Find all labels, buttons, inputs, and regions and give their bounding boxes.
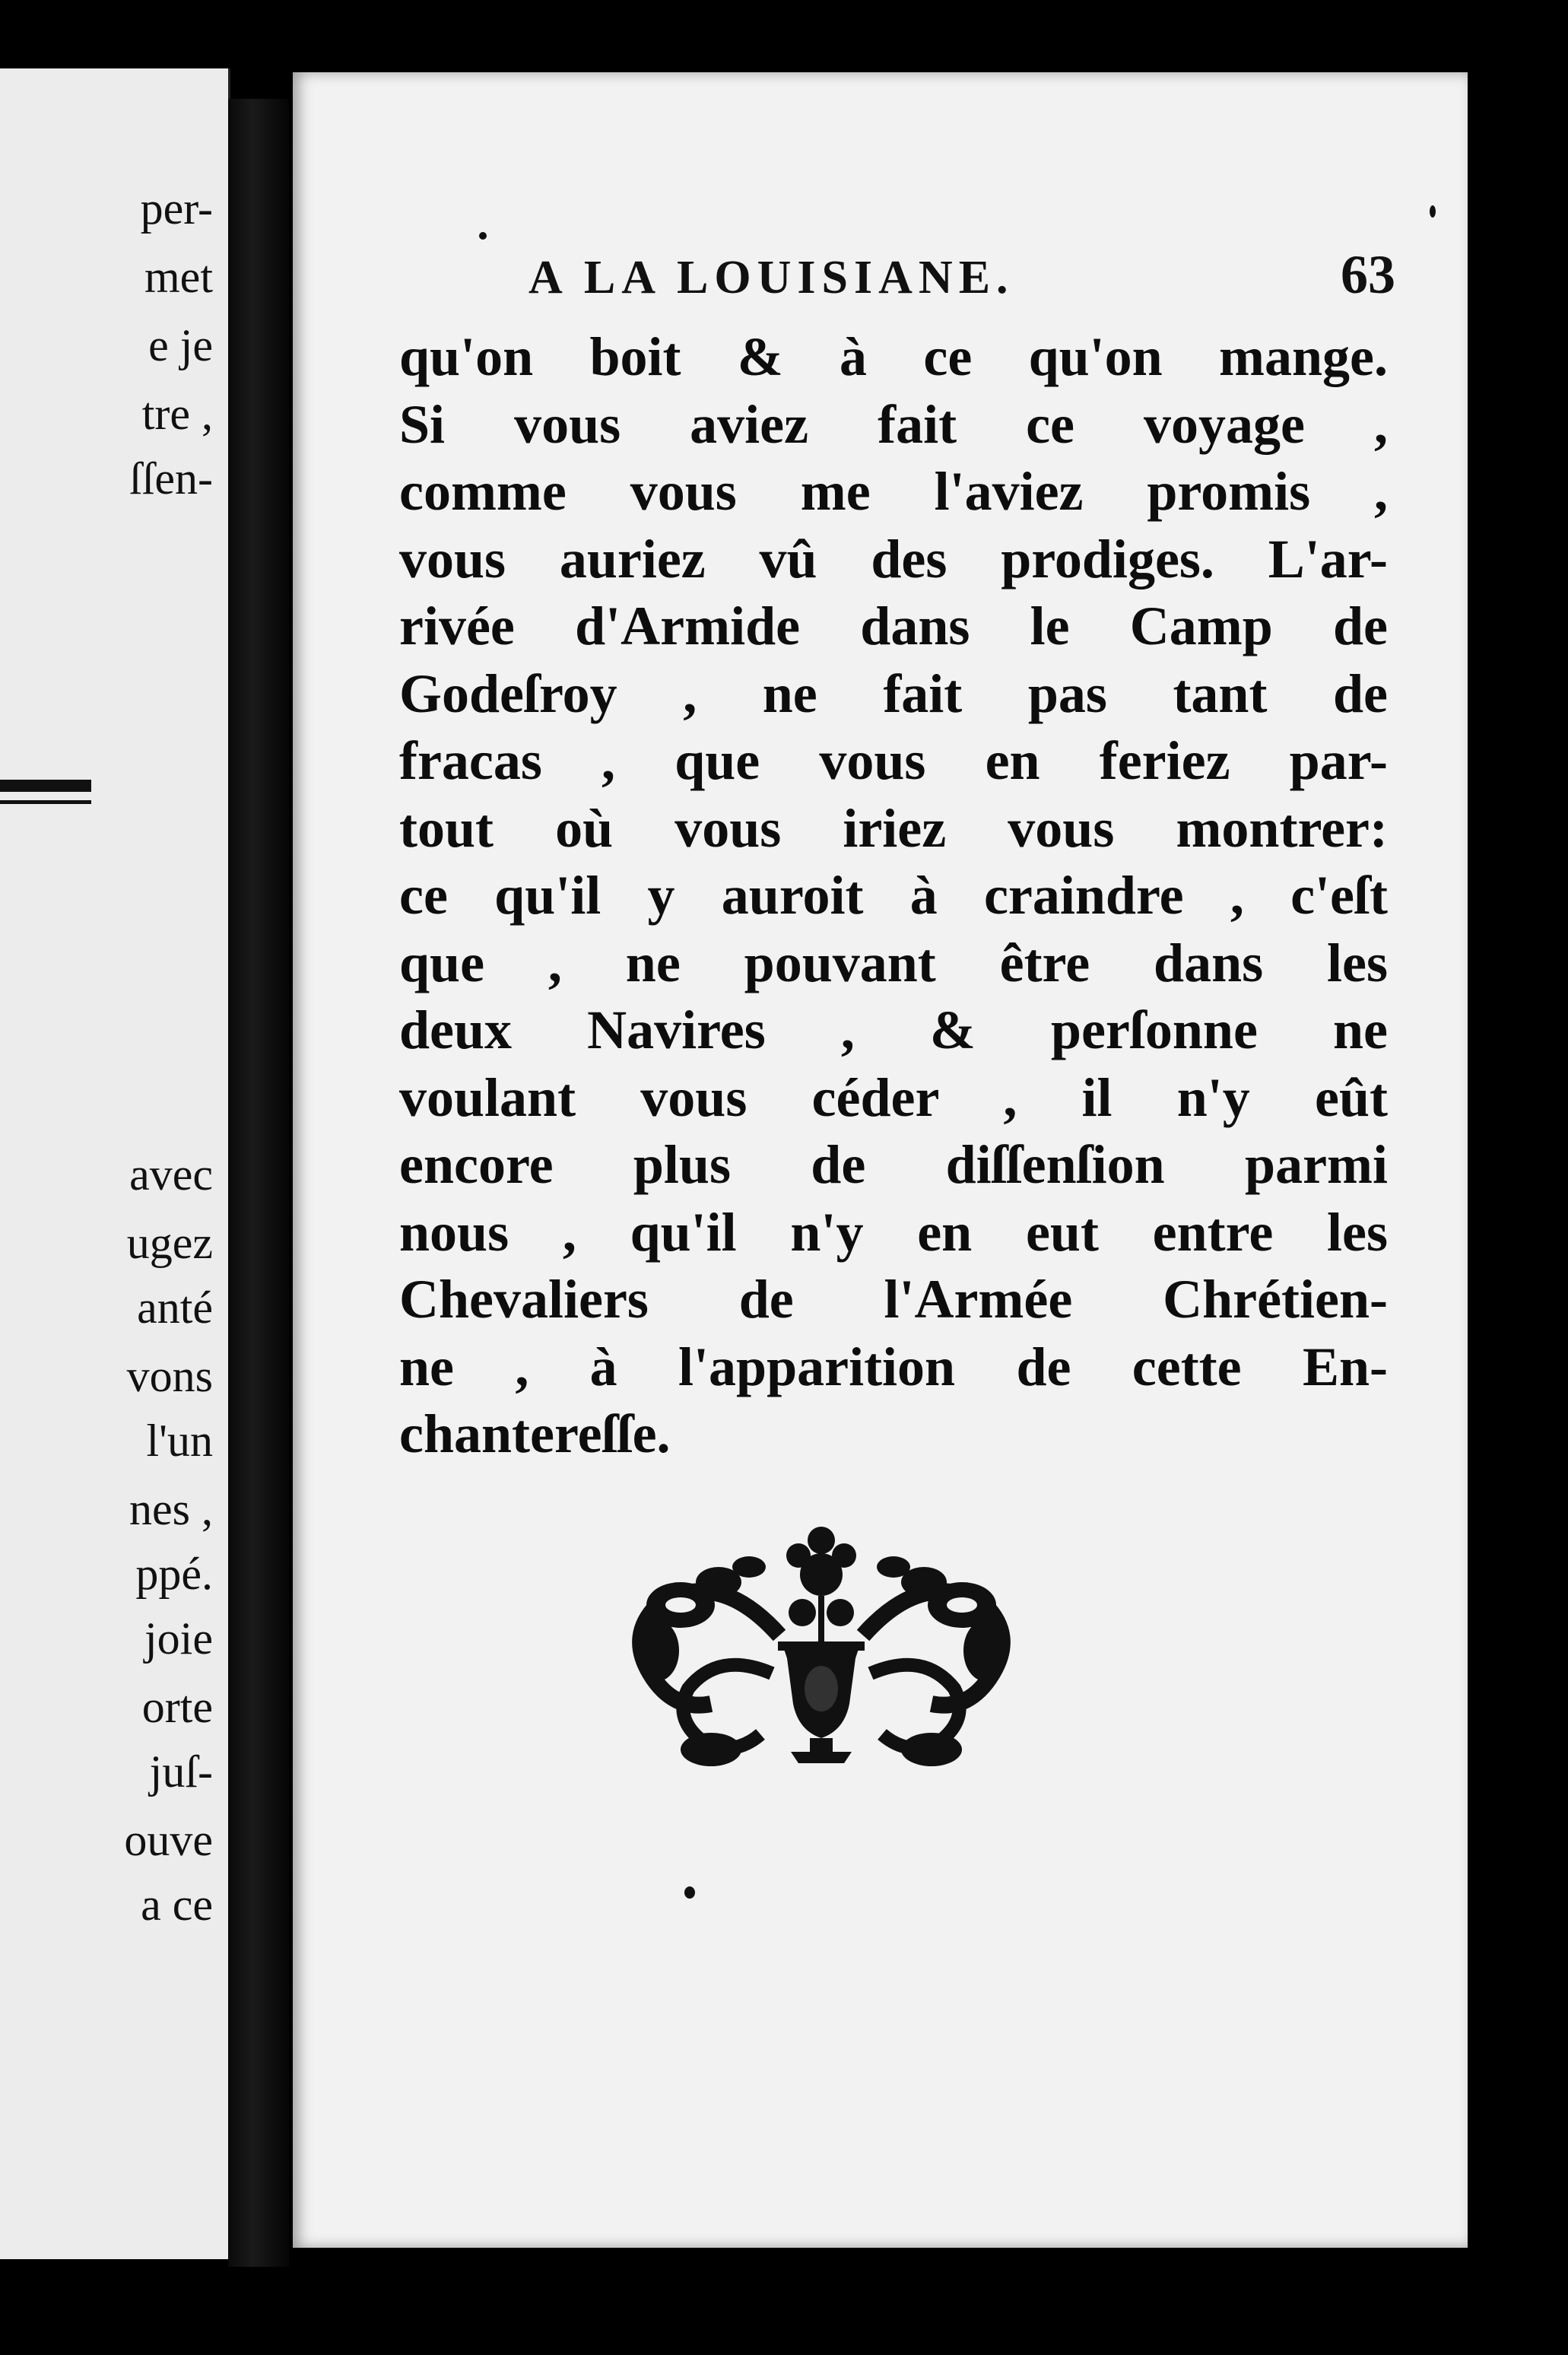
facing-page-line: ſſen-: [129, 453, 213, 504]
facing-page-line: ugez: [126, 1218, 213, 1268]
facing-page-line: ppé.: [135, 1549, 213, 1599]
text-line: que , ne pouvant être dans les: [399, 932, 1388, 993]
ink-speck: [1430, 205, 1436, 218]
page-number: 63: [1341, 244, 1395, 305]
facing-page-line: per-: [140, 183, 213, 234]
facing-page-line: tre ,: [141, 389, 213, 439]
facing-page-line: l'un: [146, 1416, 213, 1466]
text-line: comme vous me l'aviez promis ,: [399, 461, 1388, 522]
text-line: voulant vous céder , il n'y eût: [399, 1066, 1388, 1128]
ink-speck: [684, 1886, 695, 1899]
text-line: rivée d'Armide dans le Camp de: [399, 596, 1388, 656]
facing-page-line: met: [144, 252, 213, 302]
facing-page-left: [0, 68, 230, 2259]
facing-page-line: e je: [148, 320, 213, 370]
text-line: encore plus de diſſenſion parmi: [399, 1134, 1388, 1195]
text-line: Si vous aviez fait ce voyage ,: [399, 393, 1388, 455]
text-line: nous , qu'il n'y en eut entre les: [399, 1201, 1388, 1263]
body-text: [399, 323, 1388, 1468]
ink-speck: [479, 232, 487, 240]
text-line: vous auriez vû des prodiges. L'ar-: [399, 528, 1388, 590]
text-line: deux Navires , & perſonne ne: [399, 1000, 1388, 1060]
facing-page-line: joie: [144, 1613, 213, 1664]
text-line: qu'on boit & à ce qu'on mange.: [399, 326, 1388, 387]
facing-page-line: avec: [129, 1149, 213, 1200]
text-line: tout où vous iriez vous montrer:: [399, 797, 1388, 859]
facing-page-line: orte: [141, 1682, 213, 1732]
facing-page-line: anté: [137, 1282, 213, 1333]
running-head: [528, 244, 1426, 319]
text-line: ne , à l'apparition de cette En-: [399, 1336, 1388, 1397]
text-line: fracas , que vous en feriez par-: [399, 730, 1388, 791]
facing-page-rule: [0, 800, 91, 804]
facing-page-line: ouve: [124, 1815, 213, 1865]
facing-page-line: a ce: [141, 1880, 213, 1930]
facing-page-line: nes ,: [129, 1484, 213, 1534]
page-right: [293, 72, 1468, 2248]
text-line: Chevaliers de l'Armée Chrétien-: [399, 1269, 1388, 1330]
facing-page-line: juſ-: [149, 1746, 213, 1797]
vase-ornament-icon: [627, 1521, 1015, 1788]
text-line: chantereſſe.: [399, 1403, 671, 1464]
book-gutter: [228, 99, 289, 2267]
facing-page-line: vons: [126, 1351, 213, 1401]
facing-page-rule: [0, 780, 91, 792]
text-line: ce qu'il y auroit à craindre , c'eſt: [399, 865, 1388, 926]
running-head-title: A LA LOUISIANE.: [528, 252, 1014, 304]
text-line: Godeſroy , ne fait pas tant de: [399, 663, 1388, 724]
